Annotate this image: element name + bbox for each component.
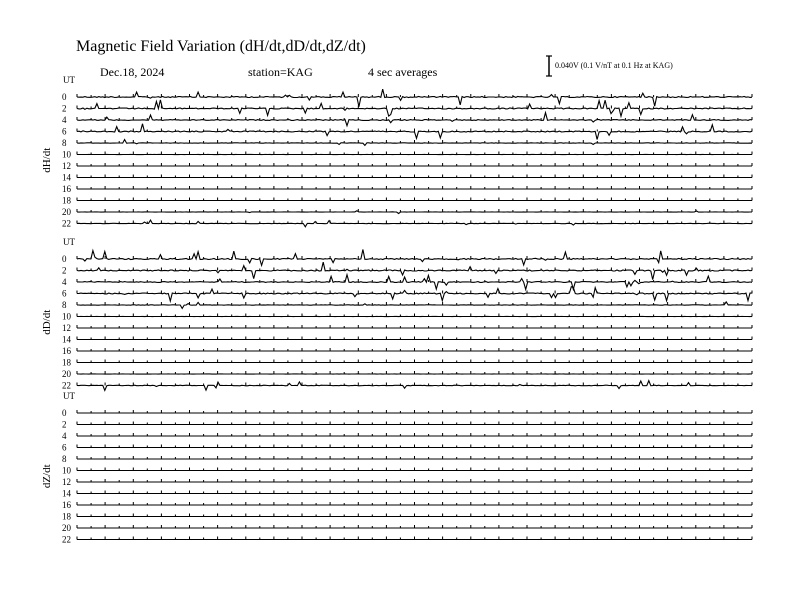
hour-label: 18 <box>62 511 71 522</box>
hour-label: 16 <box>62 184 71 194</box>
hour-label: 0 <box>62 92 67 102</box>
hour-label: 20 <box>62 207 71 217</box>
hour-label: 2 <box>62 419 67 430</box>
hour-label: 10 <box>62 149 71 160</box>
hour-label: 12 <box>62 161 71 171</box>
hour-label: 18 <box>62 357 71 368</box>
hour-label: 2 <box>62 103 67 114</box>
scale-label: 0.040V (0.1 V/nT at 0.1 Hz at KAG) <box>555 61 673 70</box>
hour-label: 8 <box>62 454 67 464</box>
hour-label: 20 <box>62 523 71 533</box>
panel-label-2: dZ/dt <box>41 464 53 489</box>
ut-label-2: UT <box>63 391 75 401</box>
date-label: Dec.18, 2024 <box>100 65 165 79</box>
hour-label: 10 <box>62 465 71 476</box>
panel-label-0: dH/dt <box>41 147 53 173</box>
hour-label: 22 <box>62 534 71 545</box>
hour-label: 22 <box>62 380 71 391</box>
hour-label: 0 <box>62 254 67 264</box>
hour-label: 10 <box>62 311 71 322</box>
hour-label: 14 <box>62 172 71 183</box>
trace-line <box>77 124 752 140</box>
hour-label: 0 <box>62 408 67 418</box>
hour-label: 6 <box>62 126 67 137</box>
hour-label: 6 <box>62 442 67 453</box>
ut-label-1: UT <box>63 237 75 247</box>
hour-label: 4 <box>62 431 67 441</box>
hour-label: 4 <box>62 277 67 287</box>
hour-label: 22 <box>62 218 71 229</box>
hour-label: 8 <box>62 300 67 310</box>
hour-label: 12 <box>62 323 71 333</box>
ut-label-0: UT <box>63 75 75 85</box>
hour-label: 12 <box>62 477 71 487</box>
chart-title: Magnetic Field Variation (dH/dt,dD/dt,dZ/dt) <box>76 38 366 55</box>
trace-line <box>77 287 752 301</box>
hour-label: 20 <box>62 369 71 379</box>
trace-line <box>77 262 752 280</box>
hour-label: 4 <box>62 115 67 125</box>
hour-label: 16 <box>62 500 71 510</box>
hour-label: 18 <box>62 195 71 206</box>
averaging-label: 4 sec averages <box>368 65 438 79</box>
hour-label: 6 <box>62 288 67 299</box>
trace-line <box>77 89 752 107</box>
hour-label: 14 <box>62 334 71 345</box>
hour-label: 8 <box>62 138 67 148</box>
station-label: station=KAG <box>248 65 313 79</box>
hour-label: 14 <box>62 488 71 499</box>
hour-label: 2 <box>62 265 67 276</box>
trace-line <box>77 275 752 290</box>
hour-label: 16 <box>62 346 71 356</box>
panel-label-1: dD/dt <box>41 309 53 335</box>
